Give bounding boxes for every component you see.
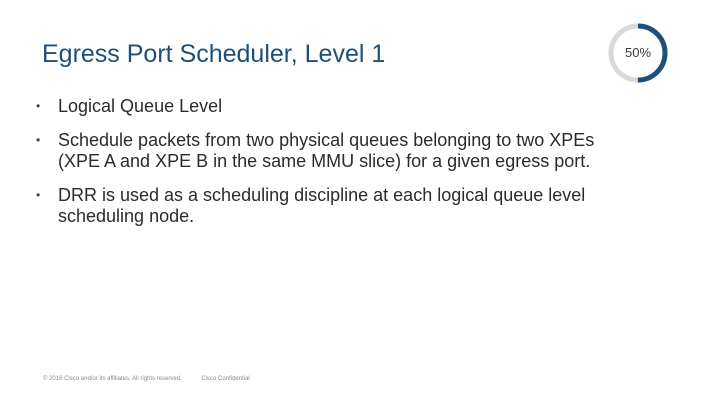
bullet-item [36, 96, 616, 118]
bullet-marker: • [36, 187, 41, 202]
progress-label: 50% [624, 45, 652, 60]
bullet-text: Logical Queue Level [58, 96, 223, 116]
bullet-item [36, 130, 616, 173]
bullet-text: DRR is used as a scheduling discipline at each logical queue level scheduling node. [58, 184, 586, 226]
footer-confidential: Cisco Confidential [201, 376, 250, 382]
bullet-list [36, 96, 616, 240]
progress-indicator [606, 21, 670, 85]
bullet-marker: • [36, 99, 41, 113]
slide-title: Egress Port Scheduler, Level 1 [42, 40, 386, 68]
bullet-text: Schedule packets from two physical queues belonging to two XPEs (XPE A and XPE B in the same MMU slice) for a given egress port. [58, 129, 595, 171]
bullet-item [36, 185, 616, 228]
bullet-marker: • [36, 132, 41, 147]
footer-copyright: © 2016 Cisco and/or its affiliates. All rights reserved. [43, 376, 182, 382]
slide-footer [43, 376, 268, 382]
